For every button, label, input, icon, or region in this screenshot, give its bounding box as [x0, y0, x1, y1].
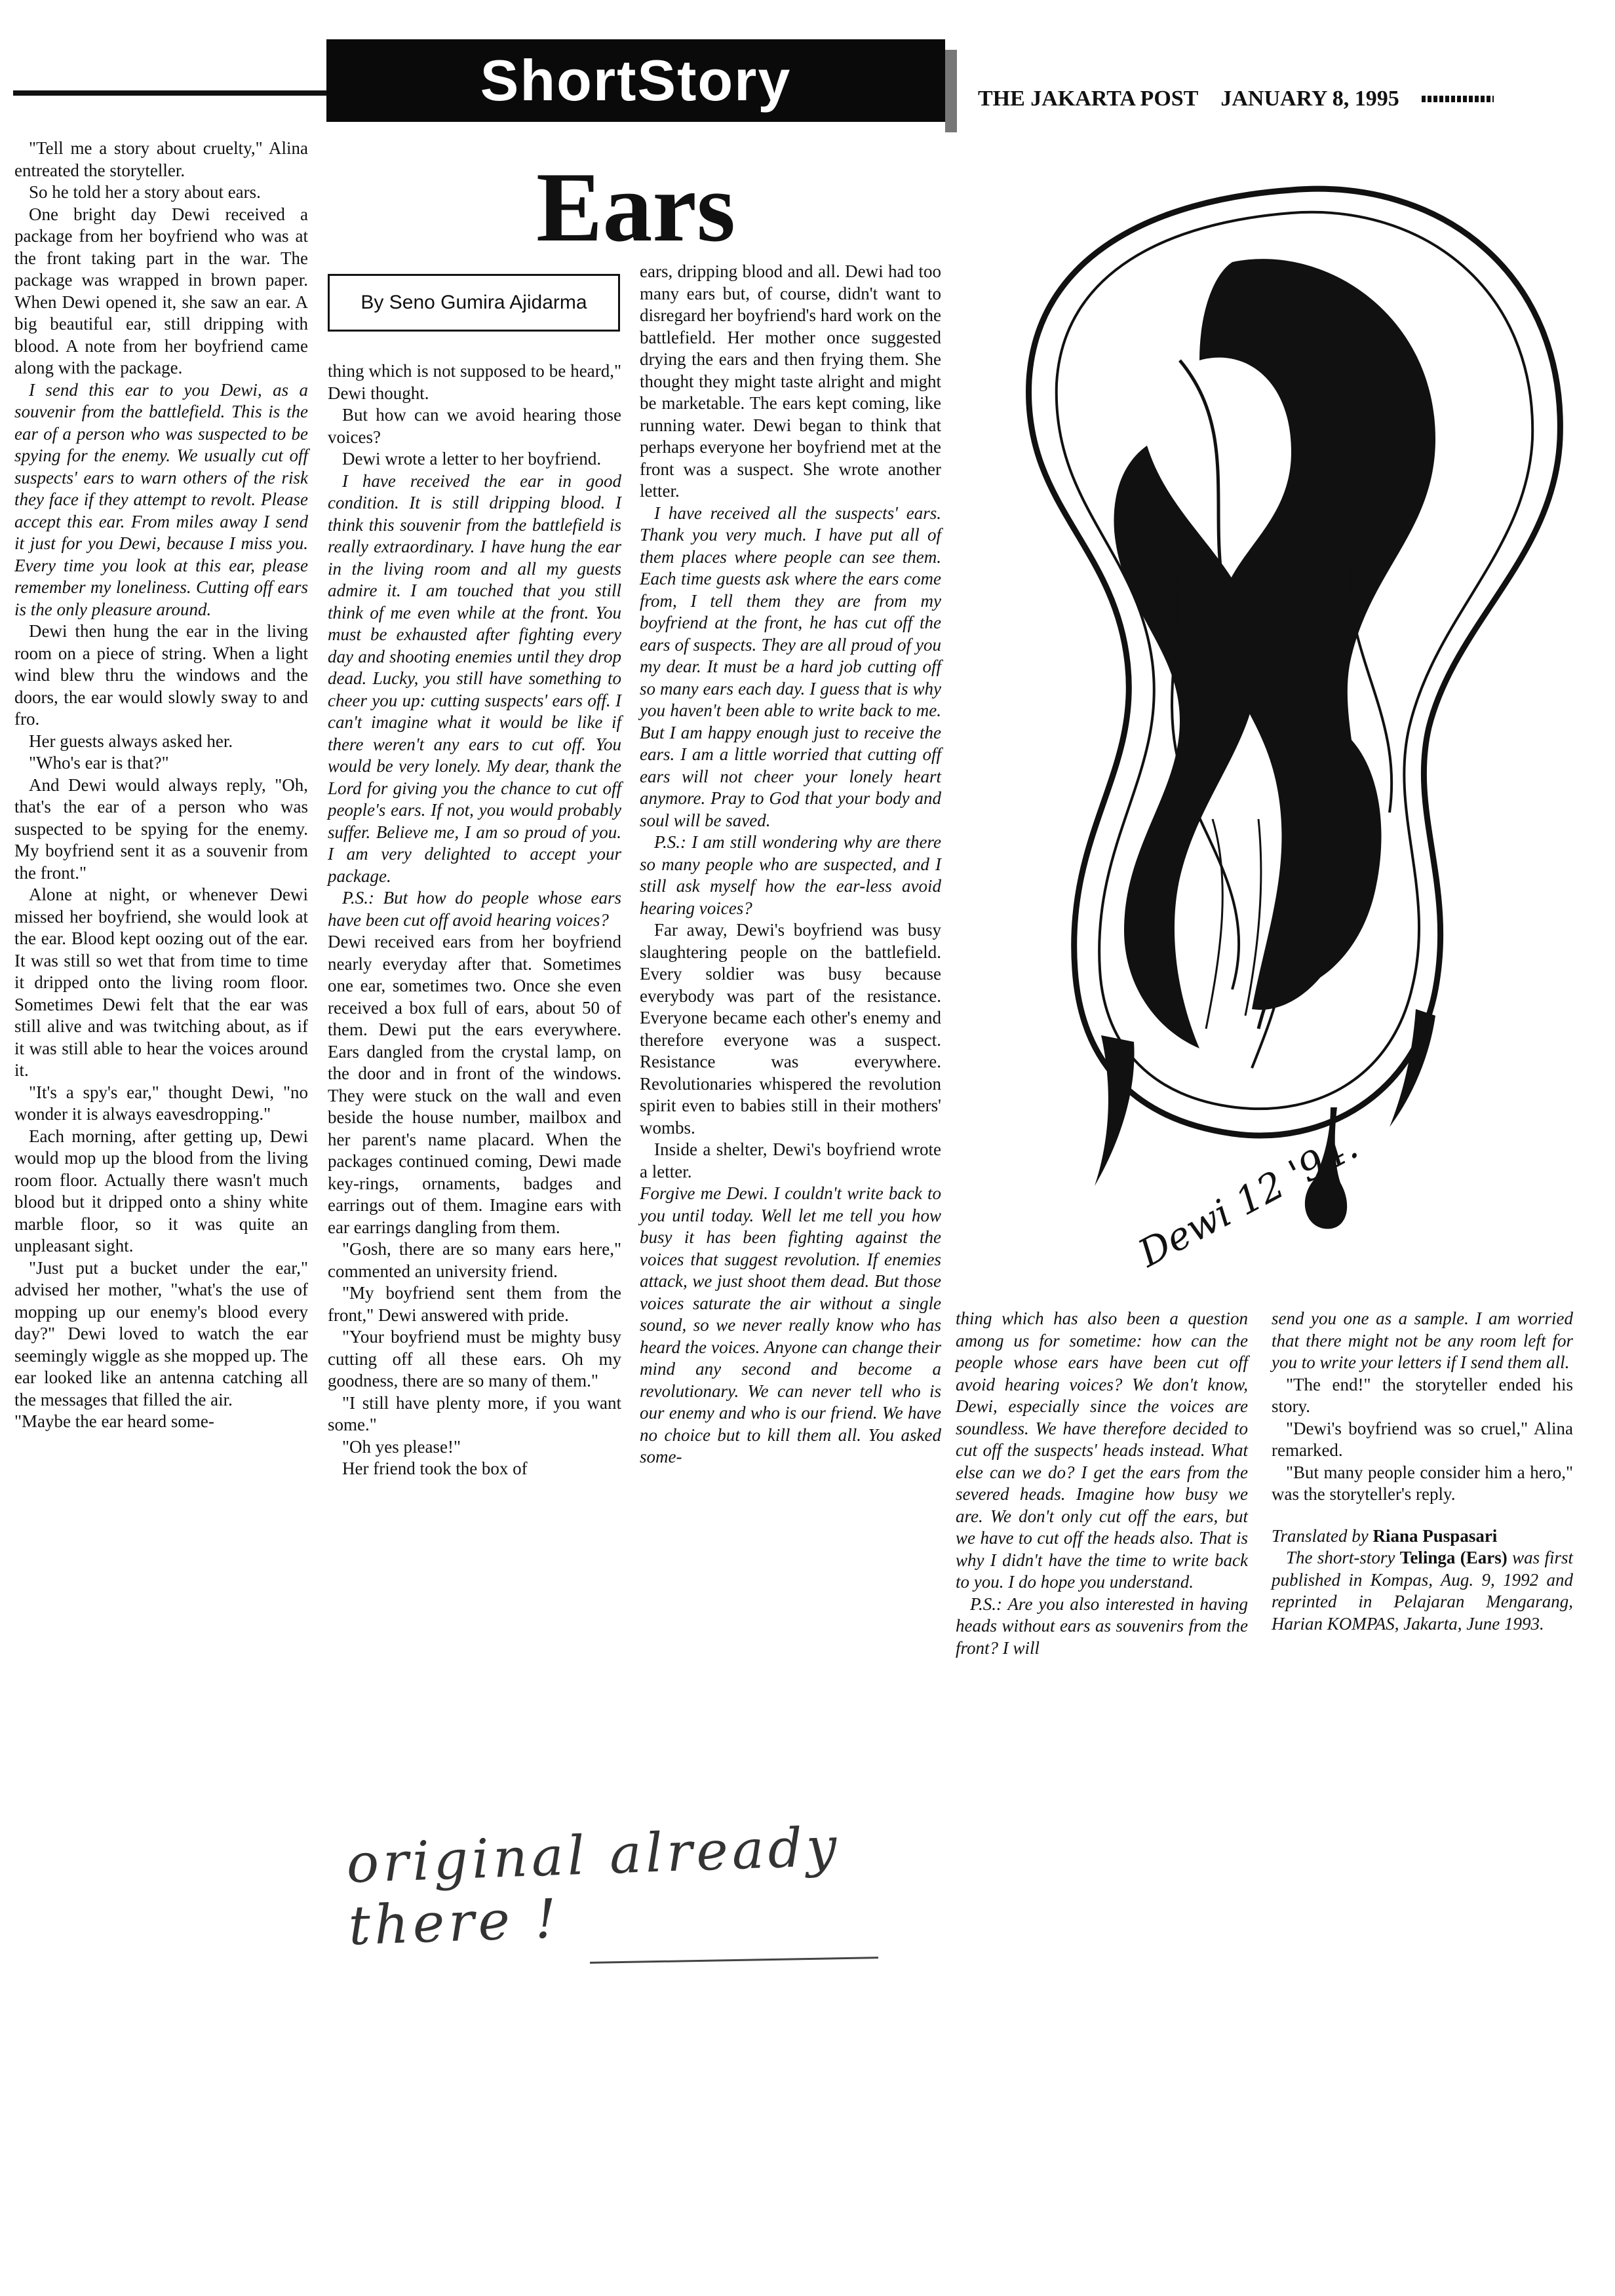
story-paragraph: thing which has also been a question among us for sometime: how can the people whose ears have been cut off avoid hearing voices? We don't know, Dewi, especially since the voices are soundless. We have therefore decided to cut off the suspects' heads instead. What else can we do? I get the ears from the severed heads. Imagine how busy we are. We don't only cut off the ears, but we have to cut off the heads also. That is why I didn't have the time to write back to you. I do hope you understand.	[956, 1309, 1248, 1592]
story-paragraph: "But many people consider him a hero," was the storyteller's reply.	[1272, 1462, 1573, 1504]
story-paragraph: P.S.: But how do people whose ears have been cut off avoid hearing voices?	[328, 888, 621, 930]
story-paragraph: Her guests always asked her.	[29, 731, 233, 751]
story-paragraph: "Maybe the ear heard some-	[14, 1411, 214, 1431]
handwritten-note: original already there !	[345, 1816, 842, 1958]
story-paragraph: "Gosh, there are so many ears here," commented an university friend.	[328, 1239, 621, 1281]
text-column-4	[956, 1308, 1248, 1659]
text-column-1	[14, 138, 308, 1433]
story-paragraph: "The end!" the storyteller ended his story.	[1272, 1374, 1573, 1416]
story-paragraph: I send this ear to you Dewi, as a souvenir from the battlefield. This is the ear of a person who was suspected to be spying for the enemy. We usually cut off suspects' ears to warn others of the risk they face if they attempt to revolt. Please accept this ear. From miles away I send it just for you Dewi, because I miss you. Every time you look at this ear, please remember my loneliness. Cutting off ears is the only pleasure around.	[14, 379, 308, 619]
publication-note: The short-story Telinga (Ears) was first published in Kompas, Aug. 9, 1992 and reprinted in Pelajaran Mengarang, Harian KOMPAS, Jakarta, June 1993.	[1272, 1548, 1574, 1634]
section-title: ShortStory	[480, 48, 792, 113]
story-paragraph: Forgive me Dewi. I couldn't write back to you until today. Well let me tell you how busy it has been fighting against the voices that suggest revolution. If enemies attack, we just shoot them dead. But those voices saturate the air without a single sound, so we never really know who has heard the voices. Anyone can change their mind any second and become a revolutionary. We can never tell who is our enemy and who is our friend. We have no choice but to kill them all. You asked some-	[640, 1183, 941, 1466]
story-paragraph: P.S.: I am still wondering why are there so many people who are suspected, and I still ask myself how the ear-less avoid hearing voices?	[640, 832, 941, 918]
story-paragraph: Dewi then hung the ear in the living room on a piece of string. When a light wind blew thru the windows and the doors, the ear would slowly sway to and fro.	[14, 621, 308, 729]
header-rule	[13, 90, 326, 96]
story-paragraph: P.S.: Are you also interested in having heads without ears as souvenirs from the front? I will	[956, 1594, 1248, 1658]
story-paragraph: "Dewi's boyfriend was so cruel," Alina remarked.	[1272, 1418, 1573, 1460]
story-paragraph: Her friend took the box of	[342, 1459, 528, 1478]
story-paragraph: I have received the ear in good condition. It is still dripping blood. I think this souvenir from the battlefield is really extraordinary. I have hung the ear in the living room and all my guests admire it. I am touched that you still think of me even while at the front. You must be exhausted after fighting every day and shooting enemies until they drop dead. Lucky, you still have something to cheer you up: cutting suspects' ears off. I can't imagine what it would be like if there weren't any ears to cut off. You would be very lonely. My dear, thank the Lord for giving you the chance to cut off people's ears. If not, you would probably suffer. Believe me, I am so proud of you. I am very delighted to accept your package.	[328, 470, 621, 886]
story-paragraph: "Just put a bucket under the ear," advised her mother, "what's the use of mopping up our enemy's blood every day?" Dewi loved to watch the ear seemingly wiggle as she mopped up. The ear looked like an antenna catching all the messages that filled the air.	[14, 1257, 308, 1409]
translation-credit: Translated by Riana Puspasari	[1272, 1525, 1498, 1546]
story-paragraph: One bright day Dewi received a package from her boyfriend who was at the front taking part in the war. The package was wrapped in brown paper. When Dewi opened it, she saw an ear. A big beautiful ear, still dripping with blood. A note from her boyfriend came along with the package.	[14, 204, 308, 377]
story-paragraph: "My boyfriend sent them from the front," Dewi answered with pride.	[328, 1283, 621, 1325]
issue-date: JANUARY 8, 1995	[1220, 86, 1399, 111]
story-paragraph: But how can we avoid hearing those voices?	[328, 405, 621, 447]
story-paragraph: So he told her a story about ears.	[29, 182, 261, 202]
story-paragraph: "It's a spy's ear," thought Dewi, "no wonder it is always eavesdropping."	[14, 1082, 308, 1124]
story-paragraph: "Your boyfriend must be mighty busy cutting off all these ears. Oh my goodness, there are so many of them."	[328, 1327, 621, 1390]
story-paragraph: I have received all the suspects' ears. Thank you very much. I have put all of them places where people can see them. Each time guests ask where the ears come from, I tell them they are from my boyfriend at the front, he has cut off the ears of suspects. They are all proud of you my dear. It must be a hard job cutting off so many ears each day. I guess that is why you haven't been able to write back to me. But I am happy enough just to receive the ears. I am a little worried that cutting off ears will not cheer your lonely heart anymore. Pray to God that your body and soul will be saved.	[640, 503, 941, 830]
story-paragraph: send you one as a sample. I am worried that there might not be any room left for you to write your letters if I send them all.	[1272, 1309, 1573, 1372]
byline: By Seno Gumira Ajidarma	[360, 292, 587, 313]
text-column-2	[328, 360, 621, 1480]
story-paragraph: And Dewi would always reply, "Oh, that's the ear of a person who was suspected to be spying for the enemy. My boyfriend sent it as a souvenir from the front."	[14, 775, 308, 883]
handwritten-underline	[590, 1957, 878, 1964]
story-paragraph: thing which is not supposed to be heard," Dewi thought.	[328, 361, 621, 403]
story-paragraph: "Tell me a story about cruelty," Alina entreated the storyteller.	[14, 138, 308, 180]
section-banner	[326, 39, 945, 122]
ear-illustration	[983, 164, 1612, 1317]
masthead	[978, 86, 1568, 111]
story-paragraph: Dewi wrote a letter to her boyfriend.	[342, 449, 602, 469]
artist-signature: Dewi 12 '94.	[1131, 1123, 1365, 1276]
story-paragraph: Inside a shelter, Dewi's boyfriend wrote a letter.	[640, 1139, 941, 1181]
story-paragraph: ears, dripping blood and all. Dewi had too many ears but, of course, didn't want to disregard her boyfriend's hard work on the battlefield. Her mother once suggested drying the ears and then frying them. She thought they might taste alright and might be marketable. The ears kept coming, like running water. Dewi began to think that perhaps everyone her boyfriend met at the front was a suspect. She wrote another letter.	[640, 261, 941, 501]
text-column-5	[1272, 1308, 1573, 1635]
story-paragraph: "Oh yes please!"	[342, 1436, 461, 1457]
story-title: Ears	[536, 152, 735, 262]
masthead-rule	[1422, 96, 1494, 102]
story-paragraph: Each morning, after getting up, Dewi would mop up the blood from the living room floor. Actually there wasn't much blood but it dripped onto a shiny white marble floor, so it was quite an unpleasant sight.	[14, 1126, 308, 1255]
story-paragraph: "I still have plenty more, if you want some."	[328, 1392, 621, 1434]
story-paragraph: "Who's ear is that?"	[29, 753, 169, 773]
text-column-3	[640, 261, 941, 1468]
byline-box	[328, 274, 620, 332]
story-paragraph: Far away, Dewi's boyfriend was busy slaughtering people on the battlefield. Every soldier was busy because everybody was part of the resistance. Everyone became each other's enemy and therefore everyone was a suspect. Resistance was everywhere. Revolutionaries whispered the revolution spirit even to babies still in their mothers' wombs.	[640, 920, 941, 1138]
publication-name: THE JAKARTA POST	[978, 86, 1199, 111]
story-paragraph: Dewi received ears from her boyfriend nearly everyday after that. Sometimes one ear, sometimes two. Once she even received a box full of ears, about 50 of them. Dewi put the ears everywhere. Ears dangled from the crystal lamp, on the door and in front of the windows. They were stuck on the wall and even beside the house number, mailbox and her parent's name placard. When the packages continued coming, Dewi made key-rings, ornaments, badges and earrings out of them. Imagine ears with ear earrings dangling from them.	[328, 932, 621, 1237]
story-paragraph: Alone at night, or whenever Dewi missed her boyfriend, she would look at the ear. Blood kept oozing out of the ear. It was still so wet that from time to time it dripped onto the living room floor. Sometimes Dewi felt that the ear was still alive and was twitching about, as if it was still able to hear the voices around it.	[14, 885, 308, 1080]
